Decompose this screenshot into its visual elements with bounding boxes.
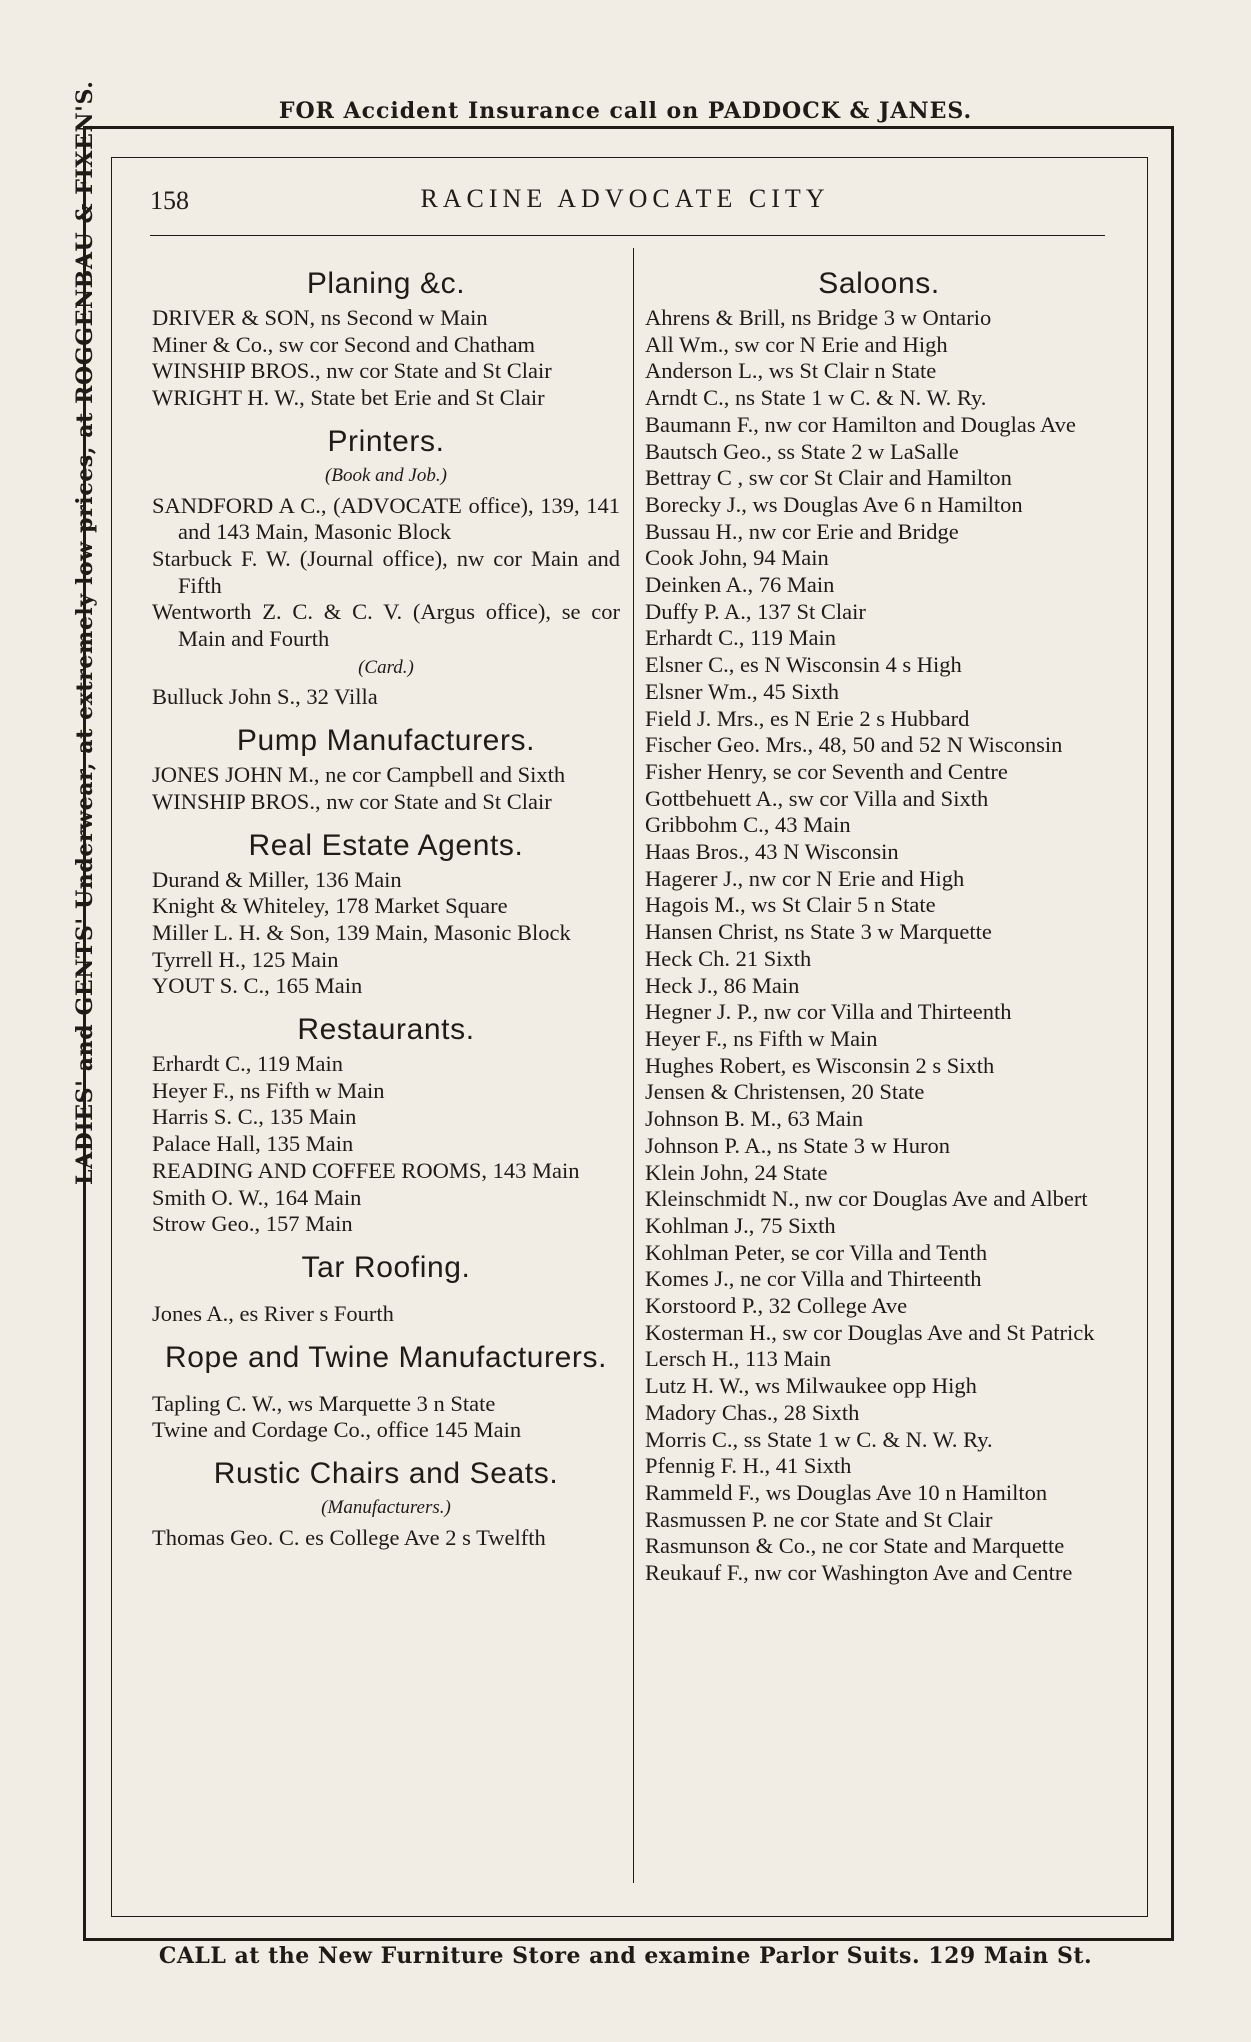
list-item: Hegner J. P., nw cor Villa and Thirteenth xyxy=(645,999,1012,1025)
rustic-subheading: (Manufacturers.) xyxy=(321,1497,451,1519)
list-item: Heyer F., ns Fifth w Main xyxy=(645,1025,878,1051)
spacer xyxy=(152,1289,620,1301)
tar-list xyxy=(152,1301,620,1328)
restaurants-list xyxy=(152,1051,620,1238)
list-item: Kosterman H., sw cor Douglas Ave and St Patrick xyxy=(645,1319,1095,1345)
list-item: Haas Bros., 43 N Wisconsin xyxy=(645,839,899,865)
list-item: Anderson L., ws St Clair n State xyxy=(645,358,937,384)
list-item: Lutz H. W., ws Milwaukee opp High xyxy=(645,1373,977,1399)
list-item: Morris C., ss State 1 w C. & N. W. Ry. xyxy=(645,1426,993,1452)
real-estate-list xyxy=(152,867,620,1001)
list-item: Bussau H., nw cor Erie and Bridge xyxy=(645,518,959,544)
list-item: DRIVER & SON, ns Second w Main xyxy=(152,305,488,330)
section-heading-rope: Rope and Twine Manufacturers. xyxy=(164,1340,608,1374)
list-item: Deinken A., 76 Main xyxy=(645,572,835,598)
list-item: Cook John, 94 Main xyxy=(645,545,829,571)
list-item: Elsner Wm., 45 Sixth xyxy=(645,678,839,704)
saloons-list xyxy=(645,305,1113,1587)
list-item: Erhardt C., 119 Main xyxy=(152,1051,344,1077)
section-heading-restaurants: Restaurants. xyxy=(297,1013,475,1047)
list-item: Madory Chas., 28 Sixth xyxy=(645,1399,860,1425)
list-item: Rammeld F., ws Douglas Ave 10 n Hamilton xyxy=(645,1479,1048,1505)
section-heading-real-estate: Real Estate Agents. xyxy=(248,828,524,862)
list-item: WINSHIP BROS., nw cor State and St Clair xyxy=(152,788,552,814)
list-item: Erhardt C., 119 Main xyxy=(645,625,837,651)
list-item: Korstoord P., 32 College Ave xyxy=(645,1293,908,1319)
section-heading-printers: Printers. xyxy=(327,424,445,458)
list-item: YOUT S. C., 165 Main xyxy=(152,973,363,999)
list-item: Duffy P. A., 137 St Clair xyxy=(645,598,866,624)
list-item: Hagerer J., nw cor N Erie and High xyxy=(645,865,965,891)
list-item: Smith O. W., 164 Main xyxy=(152,1184,362,1210)
list-item: Miller L. H. & Son, 139 Main, Masonic Block xyxy=(152,919,571,945)
list-item: Heck J., 86 Main xyxy=(645,972,800,998)
list-item: Ahrens & Brill, ns Bridge 3 w Ontario xyxy=(645,305,992,330)
list-item: JONES JOHN M., ne cor Campbell and Sixth xyxy=(152,762,566,788)
right-column xyxy=(645,262,1113,1587)
list-item: Hagois M., ws St Clair 5 n State xyxy=(645,892,936,918)
list-item: Johnson P. A., ns State 3 w Huron xyxy=(645,1132,951,1158)
printers-card-list xyxy=(152,684,620,711)
side-advertisement: LADIES' and GENTS' Underwear, at extremely low prices, at ROGGENBAU & FIXEN'S. xyxy=(72,80,98,1185)
list-item: Palace Hall, 135 Main xyxy=(152,1131,354,1157)
list-item: Fisher Henry, se cor Seventh and Centre xyxy=(645,758,1008,784)
list-item: Tapling C. W., ws Marquette 3 n State xyxy=(152,1390,496,1416)
list-item: Rasmunson & Co., ne cor State and Marquette xyxy=(645,1533,1065,1559)
list-item: Borecky J., ws Douglas Ave 6 n Hamilton xyxy=(645,491,1023,517)
list-item: Gottbehuett A., sw cor Villa and Sixth xyxy=(645,785,989,811)
list-item: All Wm., sw cor N Erie and High xyxy=(645,331,948,357)
running-head: RACINE ADVOCATE CITY xyxy=(420,184,830,213)
list-item: Miner & Co., sw cor Second and Chatham xyxy=(152,331,536,357)
header-rule xyxy=(150,235,1105,236)
list-item: Knight & Whiteley, 178 Market Square xyxy=(152,893,508,919)
list-item: Starbuck F. W. (Journal office), nw cor Main and Fifth xyxy=(152,545,620,598)
list-item: Baumann F., nw cor Hamilton and Douglas Ave xyxy=(645,411,1076,437)
list-item: Wentworth Z. C. & C. V. (Argus office), se cor Main and Fourth xyxy=(152,599,620,652)
list-item: Kohlman J., 75 Sixth xyxy=(645,1212,836,1238)
list-item: READING AND COFFEE ROOMS, 143 Main xyxy=(152,1157,580,1183)
section-heading-saloons: Saloons. xyxy=(818,267,940,300)
page-number: 158 xyxy=(150,186,189,215)
list-item: Jones A., es River s Fourth xyxy=(152,1300,394,1326)
list-item: Bettray C , sw cor St Clair and Hamilton xyxy=(645,465,1012,491)
list-item: Durand & Miller, 136 Main xyxy=(152,866,402,892)
list-item: Kleinschmidt N., nw cor Douglas Ave and Albert xyxy=(645,1186,1088,1212)
column-divider xyxy=(633,248,634,1883)
list-item: Strow Geo., 157 Main xyxy=(152,1211,353,1237)
list-item: WINSHIP BROS., nw cor State and St Clair xyxy=(152,358,552,384)
pump-list xyxy=(152,762,620,815)
list-item: Hughes Robert, es Wisconsin 2 s Sixth xyxy=(645,1052,995,1078)
list-item: Pfennig F. H., 41 Sixth xyxy=(645,1453,852,1479)
list-item: Kohlman Peter, se cor Villa and Tenth xyxy=(645,1239,988,1265)
list-item: Field J. Mrs., es N Erie 2 s Hubbard xyxy=(645,705,970,731)
left-column xyxy=(152,262,620,1552)
rope-list xyxy=(152,1391,620,1444)
list-item: Harris S. C., 135 Main xyxy=(152,1104,357,1130)
section-heading-planing: Planing &c. xyxy=(306,267,466,300)
list-item: Klein John, 24 State xyxy=(645,1159,828,1185)
list-item: Arndt C., ns State 1 w C. & N. W. Ry. xyxy=(645,385,987,411)
list-item: Heck Ch. 21 Sixth xyxy=(645,945,812,971)
list-item: Elsner C., es N Wisconsin 4 s High xyxy=(645,652,962,678)
list-item: Fischer Geo. Mrs., 48, 50 and 52 N Wisconsin xyxy=(645,732,1063,758)
list-item: Rasmussen P. ne cor State and St Clair xyxy=(645,1506,993,1532)
rustic-list xyxy=(152,1525,620,1552)
list-item: Tyrrell H., 125 Main xyxy=(152,946,339,972)
printers-book-list xyxy=(152,493,620,653)
list-item: Thomas Geo. C. es College Ave 2 s Twelfth xyxy=(152,1524,546,1550)
bottom-advertisement: CALL at the New Furniture Store and examine Parlor Suits. 129 Main St. xyxy=(158,1943,1093,1969)
list-item: Hansen Christ, ns State 3 w Marquette xyxy=(645,919,992,945)
printers-subheading-book: (Book and Job.) xyxy=(325,464,447,486)
list-item: WRIGHT H. W., State bet Erie and St Clair xyxy=(152,385,545,411)
section-heading-pump: Pump Manufacturers. xyxy=(236,724,536,758)
spacer xyxy=(152,1379,620,1391)
list-item: Reukauf F., nw cor Washington Ave and Centre xyxy=(645,1560,1073,1586)
list-item: Twine and Cordage Co., office 145 Main xyxy=(152,1417,522,1443)
list-item: SANDFORD A C., (ADVOCATE office), 139, 141 and 143 Main, Masonic Block xyxy=(152,492,620,545)
list-item: Bautsch Geo., ss State 2 w LaSalle xyxy=(645,438,959,464)
list-item: Komes J., ne cor Villa and Thirteenth xyxy=(645,1266,982,1292)
section-heading-tar: Tar Roofing. xyxy=(301,1250,471,1284)
printers-subheading-card: (Card.) xyxy=(358,656,414,678)
list-item: Gribbohm C., 43 Main xyxy=(645,812,851,838)
planing-list xyxy=(152,305,620,412)
list-item: Lersch H., 113 Main xyxy=(645,1346,831,1372)
list-item: Johnson B. M., 63 Main xyxy=(645,1106,864,1132)
list-item: Jensen & Christensen, 20 State xyxy=(645,1079,925,1105)
top-advertisement: FOR Accident Insurance call on PADDOCK & JANES. xyxy=(278,98,973,124)
list-item: Bulluck John S., 32 Villa xyxy=(152,684,378,710)
section-heading-rustic: Rustic Chairs and Seats. xyxy=(213,1457,559,1491)
list-item: Heyer F., ns Fifth w Main xyxy=(152,1077,385,1103)
